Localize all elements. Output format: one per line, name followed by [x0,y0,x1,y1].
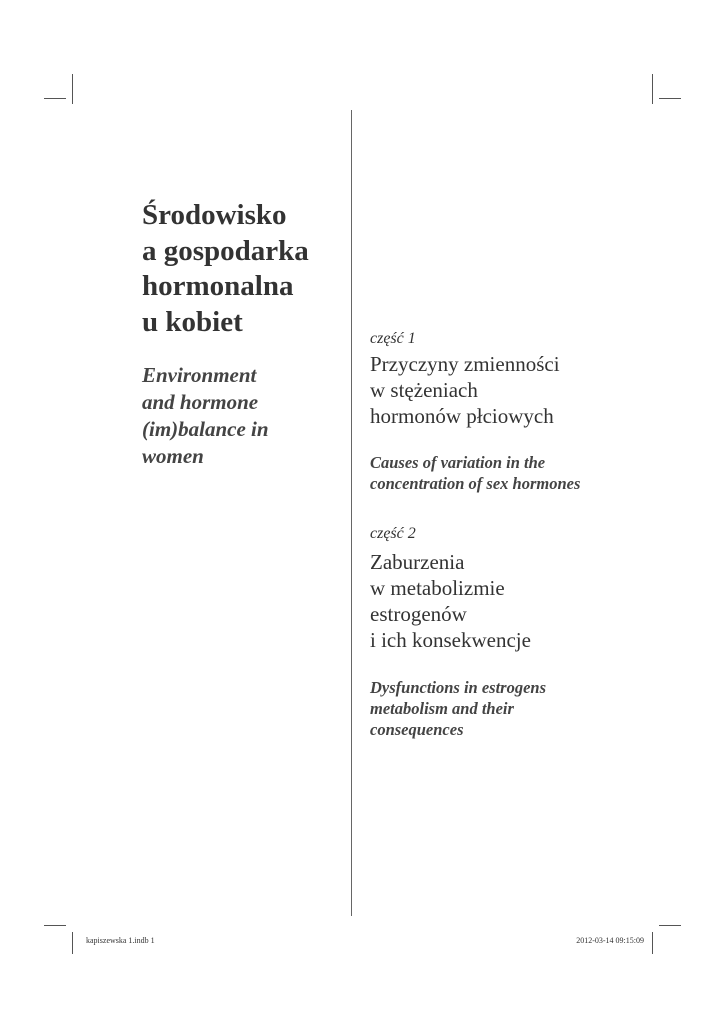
part-1-title-line: w stężeniach [370,378,478,402]
book-subtitle-line: women [142,444,204,468]
part-1-label: część 1 [370,330,416,347]
book-subtitle-line: Environment [142,363,257,387]
crop-mark-top-left-horizontal [44,98,66,99]
book-subtitle-english [142,362,342,470]
part-2-title-line: w metabolizmie [370,576,505,600]
part-1-title [370,351,560,429]
footer-filename: kapiszewska 1.indb 1 [86,936,155,945]
part-1-subtitle [370,452,580,494]
part-2-title [370,549,531,653]
crop-mark-top-right-vertical [652,74,653,104]
part-2-subtitle [370,677,546,740]
part-2-subtitle-line: consequences [370,720,464,739]
part-2-label: część 2 [370,525,416,542]
part-2-title-line: Zaburzenia [370,550,465,574]
part-2-subtitle-line: Dysfunctions in estrogens [370,678,547,697]
part-1-subtitle-line: concentration of sex hormones [370,474,581,493]
crop-mark-top-right-horizontal [659,98,681,99]
crop-mark-bottom-left-vertical [72,932,73,954]
part-1-title-line: Przyczyny zmienności [370,352,560,376]
book-title [142,198,342,340]
part-2-title-line: estrogenów [370,602,467,626]
part-2-title-line: i ich konsekwencje [370,628,531,652]
crop-mark-bottom-right-vertical [652,932,653,954]
book-title-line: a gospodarka [142,234,309,267]
column-divider [351,110,352,916]
crop-mark-bottom-left-horizontal [44,925,66,926]
crop-mark-bottom-right-horizontal [659,925,681,926]
part-2-subtitle-line: metabolism and their [370,699,514,718]
part-1-title-line: hormonów płciowych [370,404,554,428]
crop-mark-top-left-vertical [72,74,73,104]
book-subtitle-line: and hormone [142,390,259,414]
book-subtitle-line: (im)balance in [142,417,269,441]
book-title-line: hormonalna [142,270,294,302]
part-1-subtitle-line: Causes of variation in the [370,453,546,472]
book-title-line: u kobiet [142,305,243,338]
book-title-line: Środowisko [142,199,287,231]
footer-timestamp: 2012-03-14 09:15:09 [576,936,644,945]
